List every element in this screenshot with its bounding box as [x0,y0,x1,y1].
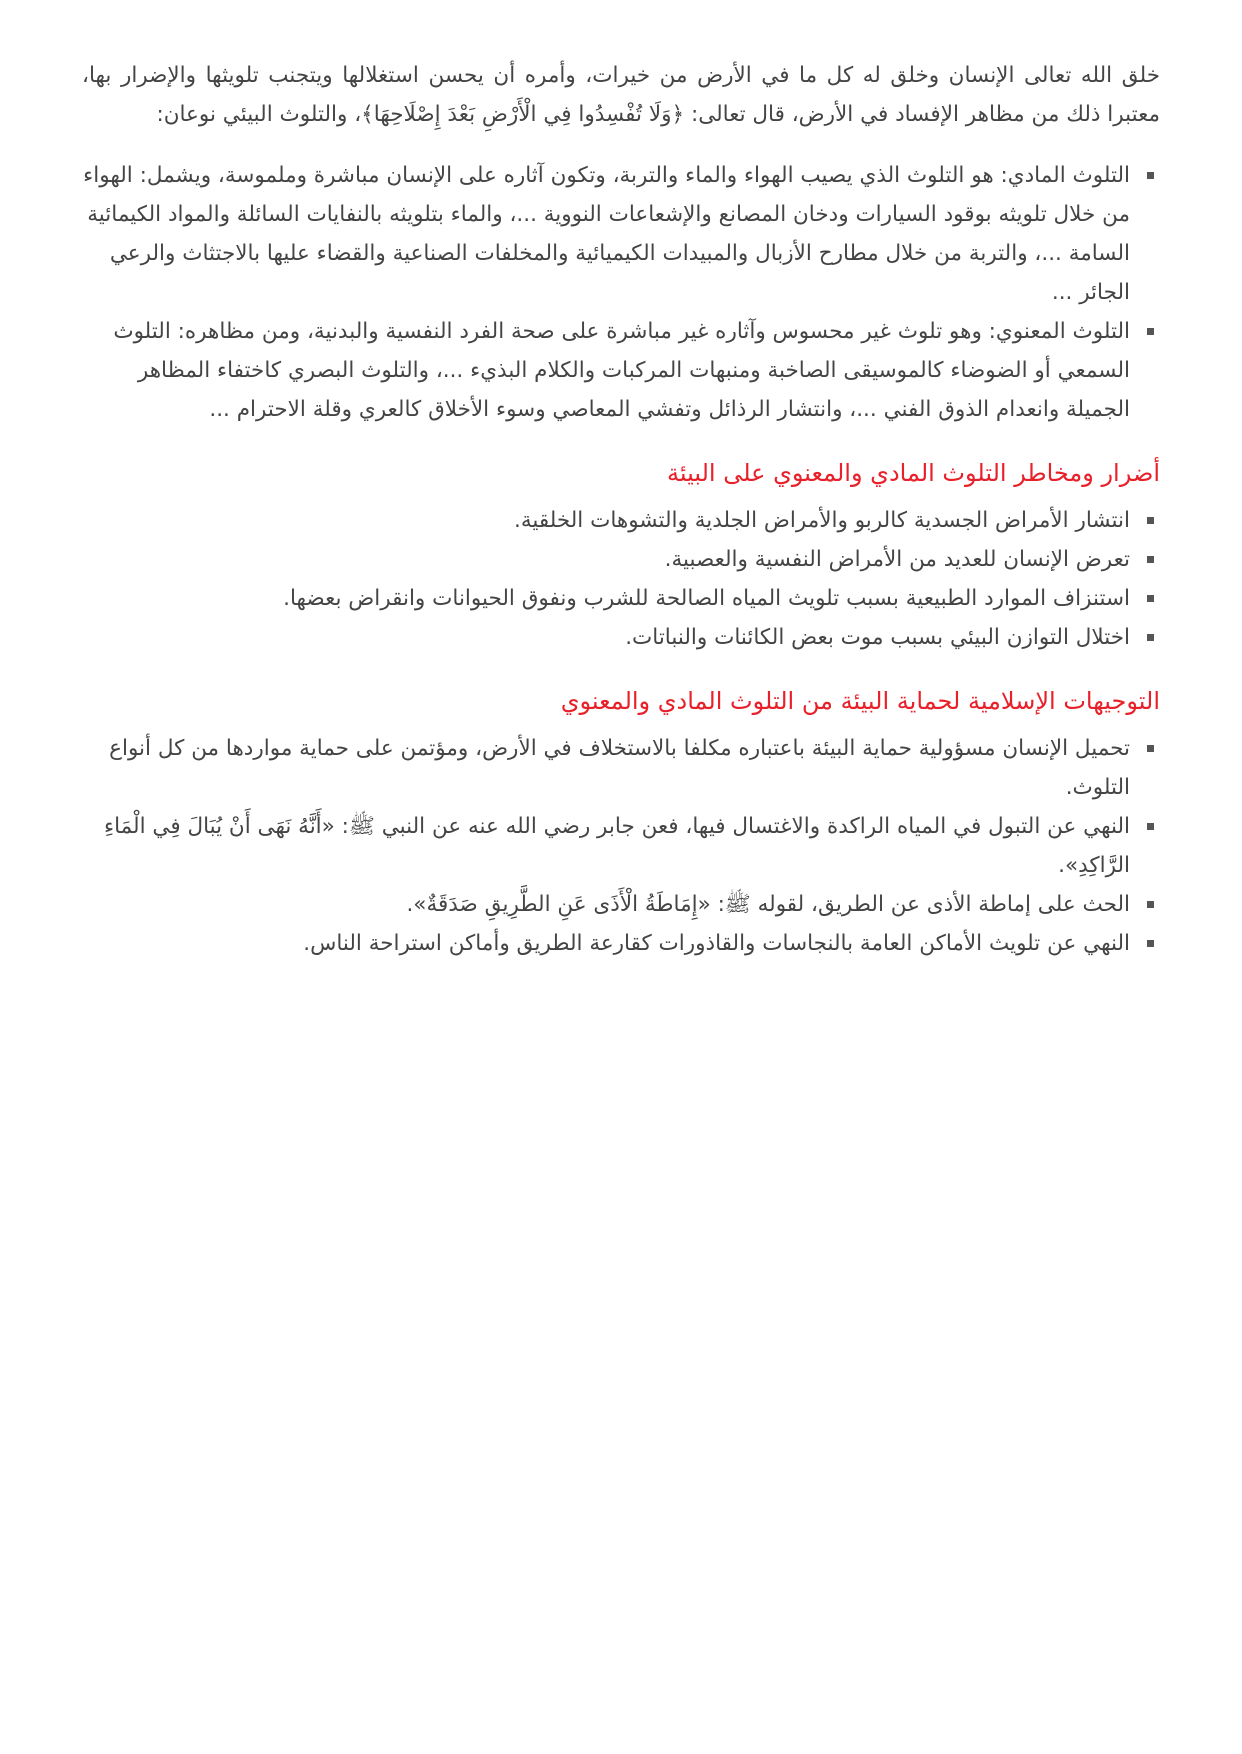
list-item-text: انتشار الأمراض الجسدية كالربو والأمراض الجلدية والتشوهات الخلقية. [514,508,1130,533]
list-item-text: النهي عن التبول في المياه الراكدة والاغتسال فيها، فعن جابر رضي الله عنه عن النبي ﷺ: «أَنَّهُ نَهَى أَنْ يُبَالَ فِي الْمَاءِ الرَّاكِدِ». [103,814,1130,878]
list-item-text: التلوث المادي: هو التلوث الذي يصيب الهواء والماء والتربة، وتكون آثاره على الإنسان مباشرة وملموسة، ويشمل: الهواء من خلال تلويثه بوقود السيارات ودخان المصانع والإشعاعات النووية ...، والماء بتلويثه بالنفايات السائلة والمواد الكيمائية السامة ...، والتربة من خلال مطارح الأزبال والمبيدات الكيميائية والمخلفات الصناعية والقضاء عليها بالاجتثاث والرعي الجائر ... [83,163,1130,305]
list-item-text: الحث على إماطة الأذى عن الطريق، لقوله ﷺ: «إِمَاطَةُ الْأَذَى عَنِ الطَّرِيقِ صَدَقَةٌ». [406,892,1130,917]
square-bullet-icon [1147,901,1154,908]
square-bullet-icon [1147,940,1154,947]
list-item [82,501,1160,540]
list-item-text: تعرض الإنسان للعديد من الأمراض النفسية والعصبية. [664,547,1130,572]
pollution-types-list [82,156,1160,429]
list-item [82,807,1160,885]
list-item [82,156,1160,312]
square-bullet-icon [1147,328,1154,335]
list-item [82,924,1160,963]
harms-heading: أضرار ومخاطر التلوث المادي والمعنوي على البيئة [666,459,1160,487]
square-bullet-icon [1147,556,1154,563]
square-bullet-icon [1147,634,1154,641]
list-item-text: التلوث المعنوي: وهو تلوث غير محسوس وآثاره غير مباشرة على صحة الفرد النفسية والبدنية، ومن مظاهره: التلوث السمعي أو الضوضاء كالموسيقى الصاخبة ومنبهات المركبات والكلام البذيء ...، والتلوث البصري كاختفاء المظاهر الجميلة وانعدام الذوق الفني ...، وانتشار الرذائل وتفشي المعاصي وسوء الأخلاق كالعري وقلة الاحترام ... [113,319,1130,422]
list-item [82,312,1160,429]
harms-list [82,501,1160,657]
list-item-text: النهي عن تلويث الأماكن العامة بالنجاسات والقاذورات كقارعة الطريق وأماكن استراحة الناس. [303,931,1130,956]
square-bullet-icon [1147,745,1154,752]
guidance-list [82,729,1160,963]
square-bullet-icon [1147,517,1154,524]
list-item-text: اختلال التوازن البيئي بسبب موت بعض الكائنات والنباتات. [625,625,1130,650]
square-bullet-icon [1147,172,1154,179]
guidance-heading: التوجيهات الإسلامية لحماية البيئة من التلوث المادي والمعنوي [560,687,1160,715]
list-item [82,540,1160,579]
list-item-text: استنزاف الموارد الطبيعية بسبب تلويث المياه الصالحة للشرب ونفوق الحيوانات وانقراض بعضها. [283,586,1130,611]
list-item [82,885,1160,924]
list-item-text: تحميل الإنسان مسؤولية حماية البيئة باعتباره مكلفا بالاستخلاف في الأرض، ومؤتمن على حماية مواردها من كل أنواع التلوث. [109,736,1130,800]
list-item [82,729,1160,807]
list-item [82,579,1160,618]
document-page [82,56,1160,985]
square-bullet-icon [1147,595,1154,602]
intro-paragraph: خلق الله تعالى الإنسان وخلق له كل ما في الأرض من خيرات، وأمره أن يحسن استغلالها ويتجنب تلويثها والإضرار بها، معتبرا ذلك من مظاهر الإفساد في الأرض، قال تعالى: ﴿وَلَا تُفْسِدُوا فِي الْأَرْضِ بَعْدَ إِصْلَاحِهَا﴾، والتلوث البيئي نوعان: [82,63,1160,127]
square-bullet-icon [1147,823,1154,830]
list-item [82,618,1160,657]
